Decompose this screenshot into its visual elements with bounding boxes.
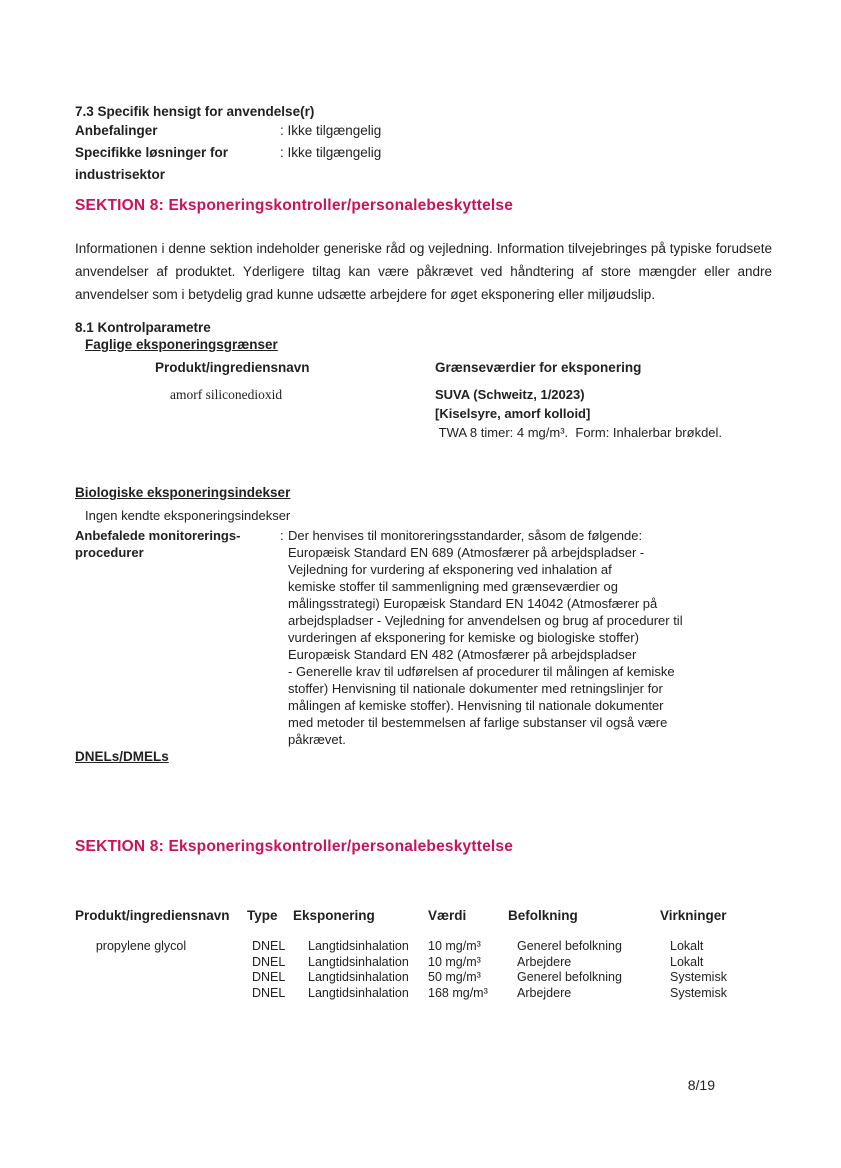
monitoring-procedures-row <box>75 527 772 748</box>
monitoring-line: Der henvises til monitoreringsstandarder, såsom de følgende: <box>288 528 643 543</box>
monitoring-line: arbejdspladser - Vejledning for anvendelsen og brug af procedurer til <box>288 613 683 628</box>
table-cell: Systemisk <box>670 970 727 984</box>
exposure-limit-details <box>435 385 772 442</box>
table-row <box>75 955 772 971</box>
monitoring-colon: : <box>280 528 284 543</box>
monitoring-line: med metoder til bestemmelsen af farlige substanser vil også være <box>288 715 668 730</box>
monitoring-line: vurderingen af eksponering for kemiske og biologiske stoffer) <box>288 630 639 645</box>
field-row-specifikke-losninger <box>75 142 772 186</box>
table-cell: Generel befolkning <box>517 970 622 984</box>
table-cell <box>75 955 247 971</box>
table-cell: Lokalt <box>670 954 704 969</box>
section-8-heading: SEKTION 8: Eksponeringskontroller/personalebeskyttelse <box>75 197 514 214</box>
monitoring-line: Vejledning for vurdering af eksponering ved inhalation af <box>288 562 612 577</box>
limit-substance: [Kiselsyre, amorf kolloid] <box>435 406 591 421</box>
table-cell: Lokalt <box>670 939 704 953</box>
table-cell: DNEL <box>252 985 286 1000</box>
table-header-cell: Værdi <box>428 908 467 923</box>
field-label: Specifikke løsninger for industrisektor <box>75 145 229 182</box>
table-cell: 168 mg/m³ <box>428 985 488 1000</box>
table-cell: Systemisk <box>670 985 727 1000</box>
table-header-cell: Type <box>247 908 278 923</box>
dnels-dmels-heading: DNELs/DMELs <box>75 749 169 764</box>
table-cell: 10 mg/m³ <box>428 954 481 969</box>
table-row <box>75 986 772 1002</box>
biological-none-known: Ingen kendte eksponeringsindekser <box>85 508 291 523</box>
table-cell: DNEL <box>252 970 286 984</box>
monitoring-line: kemiske stoffer til sammenligning med grænseværdier og <box>288 579 618 594</box>
field-row-anbefalinger <box>75 120 772 142</box>
limits-col1-header: Produkt/ingrediensnavn <box>155 360 310 375</box>
table-cell: Arbejdere <box>517 954 572 969</box>
dnel-table-body <box>75 939 772 1001</box>
ingredient-name: amorf siliconedioxid <box>170 387 283 402</box>
table-header-cell: Eksponering <box>293 908 375 923</box>
page-content <box>0 103 841 1001</box>
table-row <box>75 939 772 955</box>
table-cell: Langtidsinhalation <box>308 970 409 984</box>
table-header-cell: Produkt/ingrediensnavn <box>75 908 230 923</box>
table-cell: Generel befolkning <box>517 939 622 953</box>
table-cell: Langtidsinhalation <box>308 939 409 953</box>
table-cell: 10 mg/m³ <box>428 939 481 953</box>
table-header-cell: Befolkning <box>508 908 578 923</box>
table-row <box>75 970 772 986</box>
limits-header-row <box>75 359 772 376</box>
monitoring-lines <box>288 527 772 748</box>
table-cell: Langtidsinhalation <box>308 985 409 1000</box>
monitoring-line: målingen af kemiske stoffer). Henvisning til nationale dokumenter <box>288 698 664 713</box>
limit-value: TWA 8 timer: 4 mg/m³. Form: Inhalerbar brøkdel. <box>435 425 723 440</box>
page-number: 8/19 <box>687 1077 715 1093</box>
monitoring-line: påkrævet. <box>288 732 346 747</box>
table-cell: DNEL <box>252 954 286 969</box>
section-8-intro-paragraph: Informationen i denne sektion indeholder generiske råd og vejledning. Information tilvejebringes på typiske forudsete anvendelser af produktet. Yderligere tiltag kan være påkrævet ved håndtering af store mængder eller andre anvendelser som i betydelig grad kunne udsætte arbejdere for øget eksponering eller miljøudslip. <box>75 241 772 302</box>
monitoring-line: - Generelle krav til udførelsen af procedurer til målingen af kemiske <box>288 664 675 679</box>
field-value: : Ikke tilgængelig <box>280 145 382 160</box>
monitoring-label: Anbefalede monitorerings-procedurer <box>75 528 241 560</box>
table-cell: Langtidsinhalation <box>308 954 409 969</box>
table-header-cell: Virkninger <box>660 908 727 923</box>
section-8-heading-repeat: SEKTION 8: Eksponeringskontroller/personalebeskyttelse <box>75 838 514 855</box>
table-cell: DNEL <box>252 939 286 953</box>
biological-indices-heading: Biologiske eksponeringsindekser <box>75 485 291 500</box>
monitoring-line: Europæisk Standard EN 482 (Atmosfærer på arbejdspladser <box>288 647 637 662</box>
monitoring-line: målingsstrategi) Europæisk Standard EN 14042 (Atmosfærer på <box>288 596 658 611</box>
monitoring-line: Europæisk Standard EN 689 (Atmosfærer på arbejdspladser - <box>288 545 645 560</box>
limits-value-row <box>75 385 772 442</box>
monitoring-line: stoffer) Henvisning til nationale dokumenter med retningslinjer for <box>288 681 663 696</box>
table-cell <box>75 970 247 986</box>
table-cell <box>75 986 247 1002</box>
field-label: Anbefalinger <box>75 123 158 138</box>
table-cell: propylene glycol <box>95 939 187 953</box>
field-value: : Ikke tilgængelig <box>280 123 382 138</box>
dnel-table-header-row <box>75 908 772 924</box>
section-7-3-heading: 7.3 Specifik hensigt for anvendelse(r) <box>75 104 315 119</box>
table-cell: Arbejdere <box>517 985 572 1000</box>
subsection-8-1-heading: 8.1 Kontrolparametre <box>75 320 211 335</box>
limits-col2-header: Grænseværdier for eksponering <box>435 360 642 375</box>
table-cell: 50 mg/m³ <box>428 970 481 984</box>
limit-source: SUVA (Schweitz, 1/2023) <box>435 387 585 402</box>
occupational-limits-heading: Faglige eksponeringsgrænser <box>85 337 278 352</box>
